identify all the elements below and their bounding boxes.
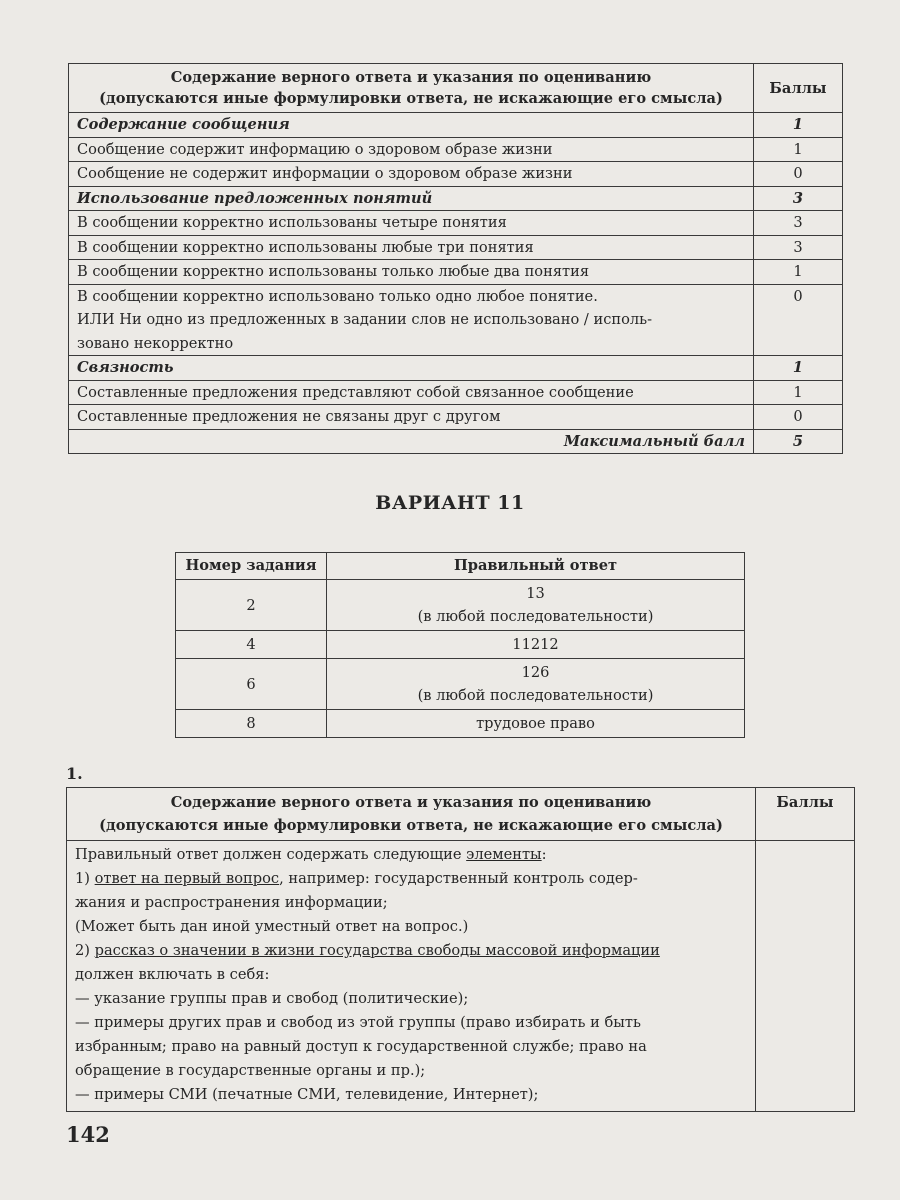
point2-line2: должен включать в себя: [75, 966, 270, 983]
answer-note: (в любой последовательности) [417, 608, 654, 625]
criterion-line: ИЛИ Ни одно из предложенных в задании слов не использовано / исполь- [77, 311, 653, 328]
criteria-header-line1: Содержание верного ответа и указания по оцениванию [170, 69, 652, 86]
bullet-2-line1: — примеры других прав и свобод из этой группы (право избирать и быть [75, 1014, 641, 1031]
criteria-header-line2: (допускаются иные формулировки ответа, не искажающие его смысла) [99, 90, 723, 107]
criterion-score: 0 [754, 405, 843, 430]
table-row [69, 137, 843, 162]
variant-title: ВАРИАНТ 11 [375, 492, 525, 514]
point2-line [75, 939, 747, 963]
table-row [69, 113, 843, 138]
max-score-row [69, 429, 843, 454]
criterion-score: 0 [754, 284, 843, 356]
point2-number: 2) [75, 942, 95, 959]
table-row [176, 710, 745, 738]
answer-note: (в любой последовательности) [417, 687, 654, 704]
criterion-score: 1 [754, 260, 843, 285]
criterion-score: 1 [754, 113, 843, 138]
answer-value: 126 [521, 664, 550, 681]
answers-header-row [176, 553, 745, 580]
point1-text: , например: государственный контроль содер- [279, 870, 638, 887]
table-row [69, 405, 843, 430]
criterion-text: В сообщении корректно использованы четыре понятия [69, 211, 754, 236]
table-row [69, 211, 843, 236]
table-row [69, 260, 843, 285]
criterion-text: Сообщение не содержит информации о здоровом образе жизни [69, 162, 754, 187]
task-number-header: Номер задания [176, 553, 327, 580]
criterion-score: 1 [754, 380, 843, 405]
score-cell [756, 841, 855, 1112]
criterion-text: В сообщении корректно использованы любые три понятия [69, 235, 754, 260]
criteria-header-line2: (допускаются иные формулировки ответа, не искажающие его смысла) [99, 817, 723, 834]
table-row [69, 162, 843, 187]
bullet-2-line2: избранным; право на равный доступ к государственной службе; право на [75, 1038, 647, 1055]
point1-line3: (Может быть дан иной уместный ответ на вопрос.) [75, 918, 469, 935]
criterion-text: Составленные предложения представляют собой связанное сообщение [69, 380, 754, 405]
answer-value: 13 [526, 585, 545, 602]
table-row [176, 631, 745, 659]
bullet-3: — примеры СМИ (печатные СМИ, телевидение, Интернет); [75, 1086, 539, 1103]
answer-cell [327, 659, 745, 710]
correct-answer-header: Правильный ответ [327, 553, 745, 580]
task-number: 6 [176, 659, 327, 710]
grading-table-top [68, 63, 843, 454]
answer-description [67, 841, 756, 1112]
point1-heading: ответ на первый вопрос [94, 870, 280, 887]
page-number: 142 [66, 1122, 110, 1147]
answers-table [175, 552, 745, 738]
criterion-text: Сообщение содержит информацию о здоровом образе жизни [69, 137, 754, 162]
criterion-line: зовано некорректно [77, 334, 234, 352]
criteria-header [69, 64, 754, 113]
criterion-text-multiline [69, 284, 754, 356]
table-row [69, 284, 843, 356]
points-header: Баллы [754, 64, 843, 113]
criterion-text: В сообщении корректно использованы только любые два понятия [69, 260, 754, 285]
points-header: Баллы [756, 788, 855, 841]
criterion-text: Содержание сообщения [69, 113, 754, 138]
bullet-1: — указание группы прав и свобод (политические); [75, 990, 469, 1007]
table-header-row [67, 788, 855, 841]
intro-colon: : [541, 846, 547, 863]
table-row [69, 356, 843, 381]
table-row [176, 659, 745, 710]
criterion-score: 1 [754, 137, 843, 162]
criterion-line: В сообщении корректно использовано только одно любое понятие. [77, 287, 598, 305]
point2-heading: рассказ о значении в жизни государства свободы массовой информации [94, 942, 660, 959]
criterion-score: 3 [754, 235, 843, 260]
criteria-header-line1: Содержание верного ответа и указания по оцениванию [170, 794, 652, 811]
grading-table-task1 [66, 787, 855, 1112]
answer-cell [327, 580, 745, 631]
table-row [69, 380, 843, 405]
table-row [67, 841, 855, 1112]
table-header-row [69, 64, 843, 113]
intro-text: Правильный ответ должен содержать следующие [75, 846, 467, 863]
task-number: 4 [176, 631, 327, 659]
criteria-header [67, 788, 756, 841]
criterion-score: 0 [754, 162, 843, 187]
table-row [69, 186, 843, 211]
intro-elements: элементы [466, 846, 542, 863]
point1-line [75, 867, 747, 891]
intro-line [75, 843, 747, 867]
criterion-score: 1 [754, 356, 843, 381]
max-score-label: Максимальный балл [69, 429, 754, 454]
answer-value: трудовое право [327, 710, 745, 738]
criterion-score: 3 [754, 186, 843, 211]
table-row [69, 235, 843, 260]
criterion-text: Использование предложенных понятий [69, 186, 754, 211]
criterion-text: Составленные предложения не связаны друг с другом [69, 405, 754, 430]
point1-number: 1) [75, 870, 95, 887]
answer-value: 11212 [327, 631, 745, 659]
task-number-label: 1. [66, 764, 83, 783]
criterion-text: Связность [69, 356, 754, 381]
table-row [176, 580, 745, 631]
bullet-2-line3: обращение в государственные органы и пр.); [75, 1062, 426, 1079]
task-number: 8 [176, 710, 327, 738]
point1-line2: жания и распространения информации; [75, 894, 388, 911]
task-number: 2 [176, 580, 327, 631]
max-score-value: 5 [754, 429, 843, 454]
criterion-score: 3 [754, 211, 843, 236]
